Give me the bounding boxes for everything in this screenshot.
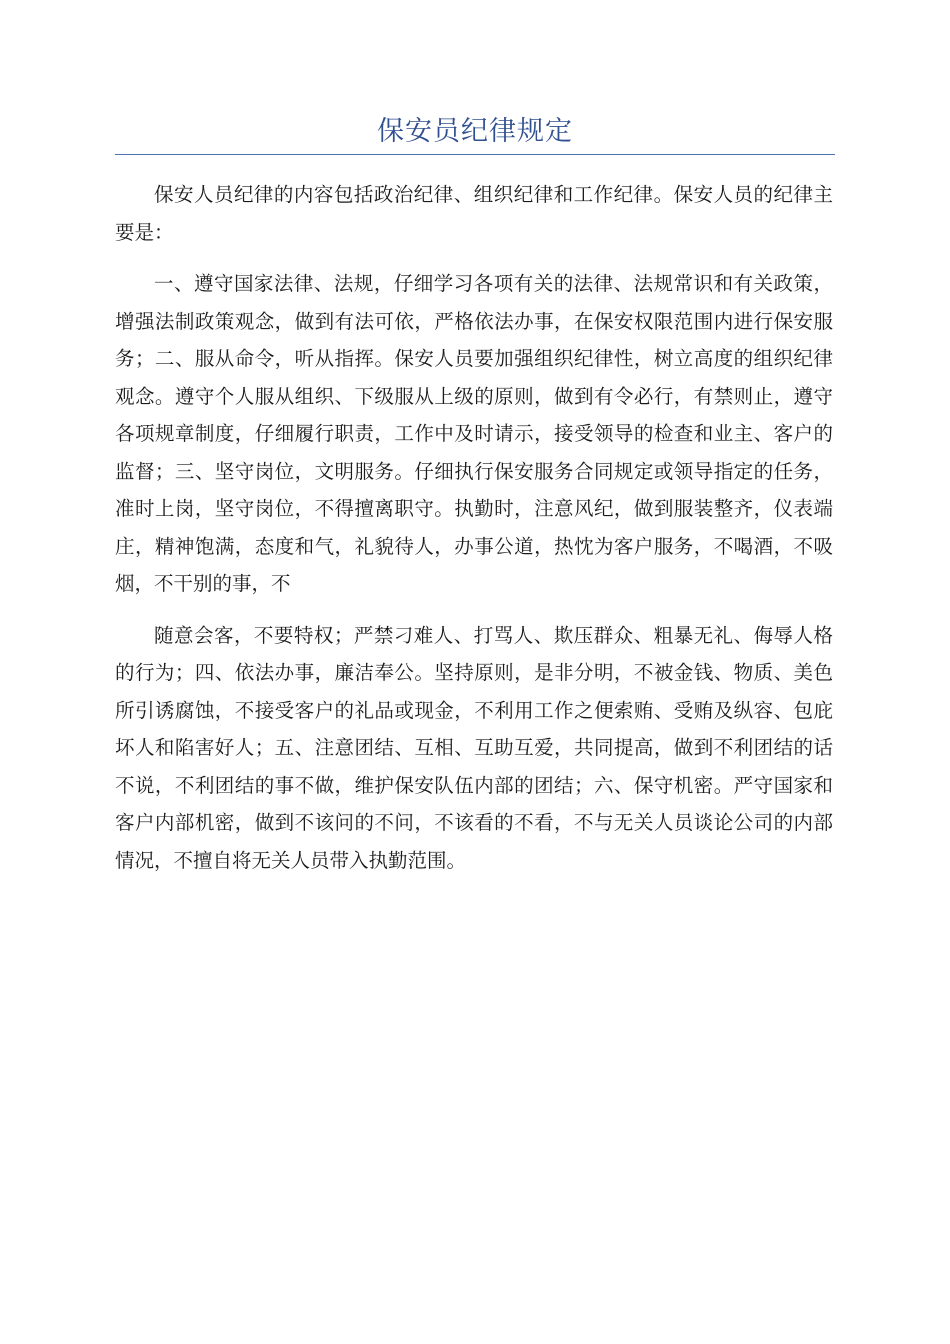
paragraph-rules-part-1: 一、遵守国家法律、法规，仔细学习各项有关的法律、法规常识和有关政策，增强法制政策观念，做到有法可依，严格依法办事，在保安权限范围内进行保安服务；二、服从命令，听从指挥。保安人员要加强组织纪律性，树立高度的组织纪律观念。遵守个人服从组织、下级服从上级的原则，做到有令必行，有禁则止，遵守各项规章制度，仔细履行职责，工作中及时请示，接受领导的检查和业主、客户的监督；三、坚守岗位，文明服务。仔细执行保安服务合同规定或领导指定的任务，准时上岗，坚守岗位，不得擅离职守。执勤时，注意风纪，做到服装整齐，仪表端庄，精神饱满，态度和气，礼貌待人，办事公道，热忱为客户服务，不喝酒，不吸烟，不干别的事，不: [115, 272, 833, 595]
paragraph-rules-part-2: 随意会客，不要特权；严禁刁难人、打骂人、欺压群众、粗暴无礼、侮辱人格的行为；四、依法办事，廉洁奉公。坚持原则，是非分明，不被金钱、物质、美色所引诱腐蚀，不接受客户的礼品或现金，不利用工作之便索贿、受贿及纵容、包庇坏人和陷害好人；五、注意团结、互相、互助互爱，共同提高，做到不利团结的话不说，不利团结的事不做，维护保安队伍内部的团结；六、保守机密。严守国家和客户内部机密，做到不该问的不问，不该看的不看，不与无关人员谈论公司的内部情况，不擅自将无关人员带入执勤范围。: [115, 623, 833, 872]
paragraph-intro: 保安人员纪律的内容包括政治纪律、组织纪律和工作纪律。保安人员的纪律主要是：: [115, 183, 833, 244]
title-underline: [115, 154, 835, 155]
document-body: [115, 176, 833, 893]
document-title: 保安员纪律规定: [377, 116, 573, 147]
